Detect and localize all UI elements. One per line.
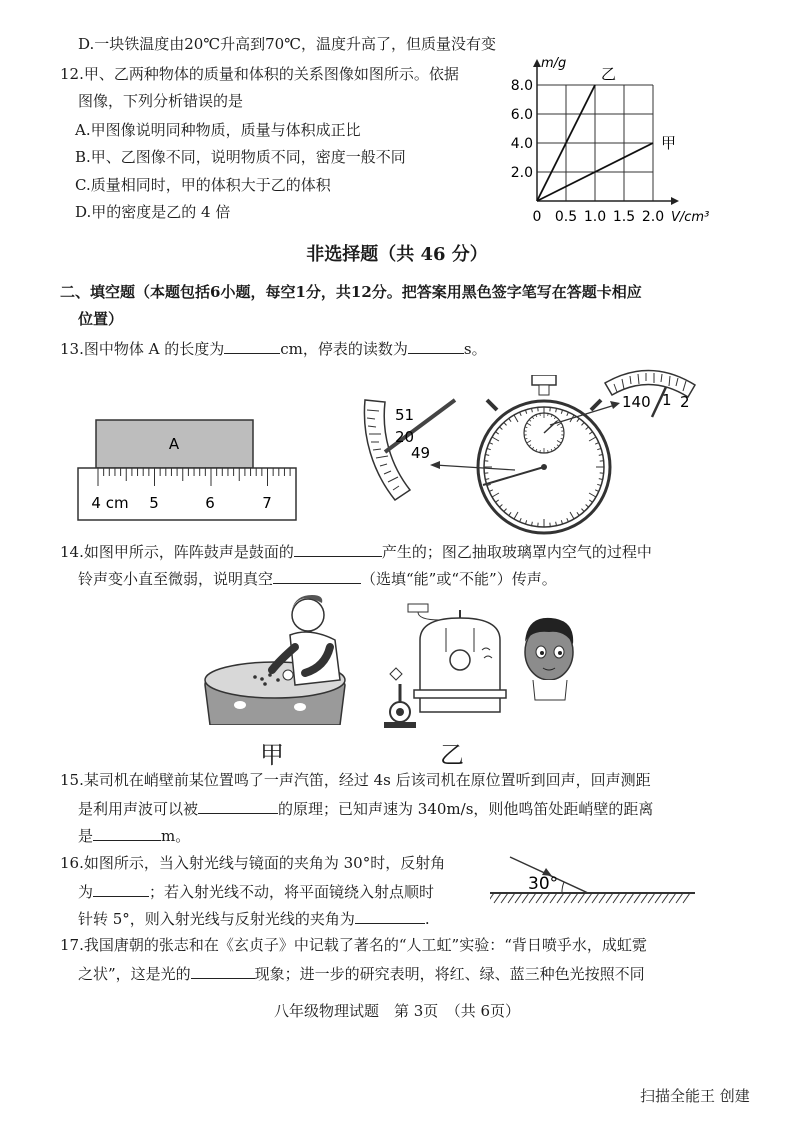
caption-yi: 乙 (440, 741, 464, 769)
q17-line1: 17.我国唐朝的张志和在《玄贞子》中记载了著名的“人工虹”实验：“背日喷乎水，成虹霓 (60, 936, 647, 954)
object-a-label: A (168, 435, 180, 453)
small-dial-label-20: 20 (395, 428, 415, 446)
q14-blank-2[interactable] (273, 567, 361, 584)
x-tick-label: 1.5 (612, 209, 636, 225)
q12-stem-line2: 图像，下列分析错误的是 (78, 92, 244, 110)
q16-blank-1[interactable] (93, 880, 149, 897)
q16-line2-part1: 为 (78, 883, 94, 901)
ruler-tick-6: 6 (205, 494, 215, 512)
q15-blank-2[interactable] (93, 824, 161, 841)
ruler-tick-5: 5 (149, 494, 159, 512)
small-dial-label-51: 51 (395, 406, 415, 424)
q16-line2 (78, 880, 434, 902)
chart-grid (537, 85, 653, 201)
section-title: 非选择题（共 46 分） (306, 244, 488, 265)
q16-line3 (78, 907, 430, 929)
q15-line3-part2: m。 (161, 827, 191, 845)
q17-line2-part2: 现象；进一步的研究表明，将红、绿、蓝三种色光按照不同 (254, 965, 645, 983)
q14-blank-1[interactable] (294, 540, 382, 557)
q11-option-d: D.一块铁温度由20℃升高到70℃，温度升高了，但质量没有变 (78, 35, 496, 53)
section-heading-line1: 二、填空题（本题包括6小题，每空1分，共12分。把答案用黑色签字笔写在答题卡相应 (60, 283, 642, 301)
q12-option-a: A.甲图像说明同种物质，质量与体积成正比 (75, 121, 361, 139)
scanner-watermark: 扫描全能王 创建 (640, 1087, 750, 1105)
series-label-1: 甲 (661, 134, 677, 152)
q15-line2-part1: 是利用声波可以被 (78, 800, 199, 818)
section-heading-line2: 位置） (78, 310, 124, 328)
q13-part1: 13.图中物体 A 的长度为 (60, 340, 225, 358)
q12-stem-line1: 12.甲、乙两种物体的质量和体积的关系图像如图所示。依据 (60, 65, 459, 83)
q14-line1-part2: 产生的；图乙抽取玻璃罩内空气的过程中 (381, 543, 652, 561)
q15-line2 (78, 797, 653, 819)
q15-line2-part2: 的原理；已知声速为 340m/s，则他鸣笛处距峭壁的距离 (278, 800, 654, 818)
right-dial-label-140: 140 (622, 393, 651, 411)
x-axis-label: V/cm³ (671, 210, 710, 225)
mass-volume-chart (500, 55, 730, 235)
mirror-figure (490, 855, 700, 915)
q13-part2: cm，停表的读数为 (280, 340, 408, 358)
ruler-figure (70, 415, 310, 525)
series-label-0: 乙 (601, 65, 617, 83)
small-dial-label-49: 49 (411, 444, 431, 462)
q13-length-blank[interactable] (224, 337, 280, 354)
ruler-unit-label: 4 cm (91, 494, 129, 512)
q15-line1: 15.某司机在峭壁前某位置鸣了一声汽笛，经过 4s 后该司机在原位置听到回声，回声测距 (60, 771, 651, 789)
ruler-tick-7: 7 (262, 494, 272, 512)
y-tick-label: 2.0 (510, 165, 533, 181)
q17-line2 (78, 962, 645, 984)
x-tick-label: 0 (532, 209, 542, 225)
y-tick-label: 8.0 (510, 78, 533, 94)
q15-blank-1[interactable] (198, 797, 278, 814)
angle-label: 30° (528, 874, 559, 894)
drum-illustration (200, 585, 360, 725)
bell-jar-illustration (380, 600, 520, 730)
q17-blank-1[interactable] (191, 962, 255, 979)
q16-line2-part2: ；若入射光线不动，将平面镜绕入射点顺时 (149, 883, 435, 901)
right-dial-label-1: 1 (662, 391, 672, 409)
right-dial-label-2: 2 (680, 393, 690, 411)
q13-text (60, 337, 487, 359)
q14-line2-part1: 铃声变小直至微弱，说明真空 (78, 570, 274, 588)
q14-line2-part2: （选填“能”或“不能”）传声。 (361, 570, 557, 588)
q16-line1: 16.如图所示，当入射光线与镜面的夹角为 30°时，反射角 (60, 854, 446, 872)
q12-option-d: D.甲的密度是乙的 4 倍 (75, 203, 231, 221)
q17-line2-part1: 之状”，这是光的 (78, 965, 191, 983)
q15-line3 (78, 824, 190, 846)
q14-line1 (60, 540, 652, 562)
x-tick-label: 0.5 (554, 209, 578, 225)
y-tick-label: 6.0 (510, 107, 533, 123)
boy-illustration (515, 612, 585, 702)
q16-line3-part1: 针转 5°，则入射光线与反射光线的夹角为 (78, 910, 355, 928)
x-tick-label: 2.0 (641, 209, 665, 225)
q16-blank-2[interactable] (355, 907, 425, 924)
right-dial-zoom (600, 365, 700, 425)
caption-jia: 甲 (260, 741, 284, 769)
q12-option-b: B.甲、乙图像不同，说明物质不同，密度一般不同 (75, 148, 406, 166)
q14-line1-part1: 14.如图甲所示，阵阵鼓声是鼓面的 (60, 543, 294, 561)
q15-line3-part1: 是 (78, 827, 94, 845)
q13-stopwatch-blank[interactable] (408, 337, 464, 354)
y-tick-label: 4.0 (510, 136, 533, 152)
x-tick-label: 1.0 (583, 209, 607, 225)
q13-part3: s。 (463, 340, 487, 358)
q12-option-c: C.质量相同时，甲的体积大于乙的体积 (75, 176, 331, 194)
page-footer: 八年级物理试题 第 3页 （共 6页） (273, 1002, 521, 1020)
y-axis-label: m/g (541, 56, 567, 71)
q16-line3-part2: . (424, 910, 430, 928)
